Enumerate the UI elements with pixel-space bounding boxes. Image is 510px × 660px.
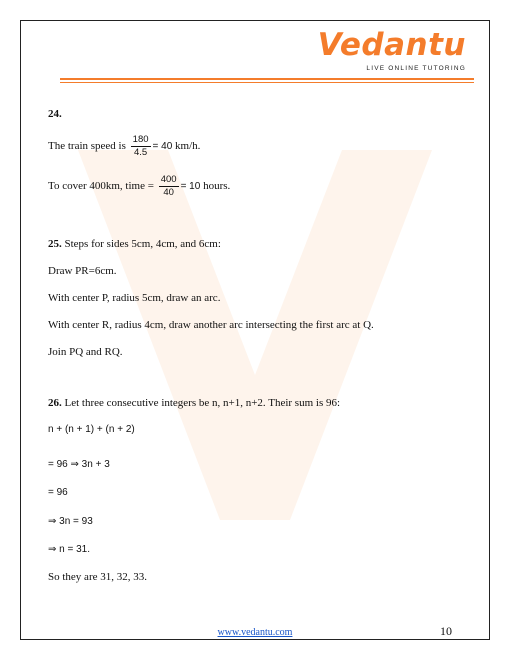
question-25-intro: 25. Steps for sides 5cm, 4cm, and 6cm: [48, 238, 221, 250]
question-26-conclusion: So they are 31, 32, 33. [48, 571, 147, 583]
question-26-math-line: ⇒ n = 31. [48, 544, 91, 555]
question-24-number: 24. [48, 108, 62, 120]
logo-tagline: LIVE ONLINE TUTORING [366, 65, 466, 72]
vedantu-logo [317, 27, 466, 72]
question-25-step: With center R, radius 4cm, draw another arc intersecting the first arc at Q. [48, 319, 374, 331]
question-26-math-line: = 96 ⇒ 3n + 3 [48, 459, 110, 470]
question-25-step: Join PQ and RQ. [48, 346, 123, 358]
speed-fraction: $\frac{180}{4.5}$ [132, 134, 149, 158]
question-26-math-line: ⇒ 3n = 93 [48, 516, 93, 527]
website-link[interactable]: www.vedantu.com [217, 627, 293, 638]
question-25-step: With center P, radius 5cm, draw an arc. [48, 292, 221, 304]
time-fraction: $\frac{400}{40}$ [160, 174, 177, 198]
question-24-time-line: To cover 400km, time = $\frac{400}{40}$ = 10 hours. [48, 174, 231, 198]
question-26-math-line: = 96 [48, 487, 68, 498]
question-24-speed-line: The train speed is $\frac{180}{4.5}$ = 40 km/h. [48, 134, 201, 158]
question-26-intro: 26. Let three consecutive integers be n, n+1, n+2. Their sum is 96: [48, 397, 341, 409]
header-divider [60, 78, 474, 83]
page-number: 10 [440, 624, 452, 638]
question-25-step: Draw PR=6cm. [48, 265, 117, 277]
question-26-math-line: n + (n + 1) + (n + 2) [48, 424, 135, 435]
logo-wordmark: Vedantu [317, 27, 466, 63]
